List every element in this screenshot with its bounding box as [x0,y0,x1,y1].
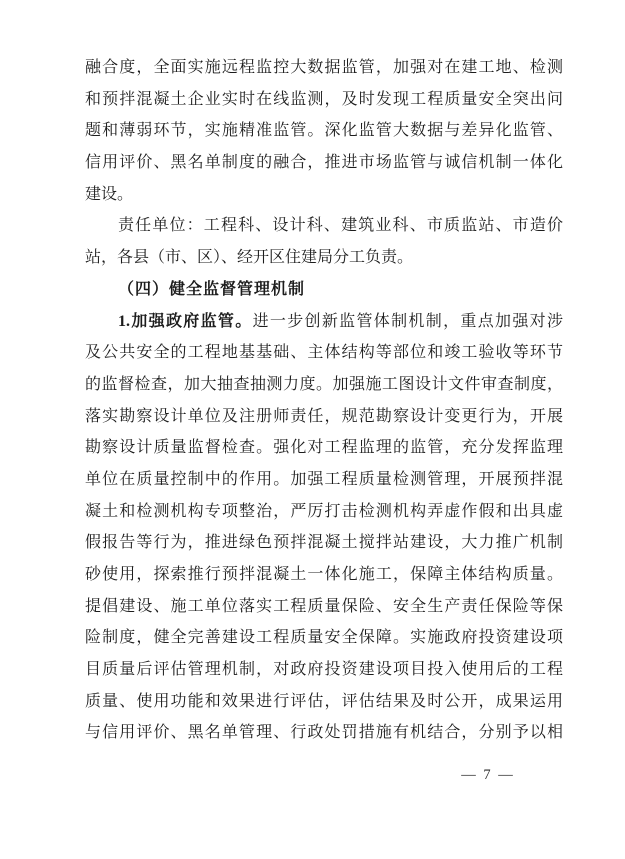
body-text: 与信用评价、黑名单管理、行政处罚措施有机结合，分别予以相 [85,724,563,742]
text-line [85,369,563,401]
body-text: 假报告等行为，推进绿色预拌混凝土搅拌站建设，大力推广机制 [85,534,563,552]
text-line [85,559,563,591]
text-line [85,115,563,147]
text-line [85,527,563,559]
body-text: 落实勘察设计单位及注册师责任，规范勘察设计变更行为，开展 [85,407,563,425]
body-text: 单位在质量控制中的作用。加强工程质量检测管理，开展预拌混 [85,470,563,488]
body-text: 勘察设计质量监督检查。强化对工程监理的监管，充分发挥监理 [85,439,563,457]
text-line [85,496,563,528]
text-line [85,654,563,686]
body-text: 信用评价、黑名单制度的融合，推进市场监管与诚信机制一体化 [85,154,563,172]
text-line [85,52,563,84]
text-line [85,401,563,433]
body-text: 和预拌混凝土企业实时在线监测，及时发现工程质量安全突出问 [85,90,563,108]
body-text: 凝土和检测机构专项整治，严厉打击检测机构弄虚作假和出具虚 [85,502,563,520]
text-line [85,686,563,718]
text-line [85,591,563,623]
body-text: 险制度，健全完善建设工程质量安全保障。实施政府投资建设项 [85,629,563,647]
text-line [85,179,563,211]
body-text: 站，各县（市、区）、经开区住建局分工负责。 [85,249,414,267]
body-text: 责任单位：工程科、设计科、建筑业科、市质监站、市造价 [118,217,563,235]
body-text: 砂使用，探索推行预拌混凝土一体化施工，保障主体结构质量。 [85,566,563,583]
text-line [85,432,563,464]
text-line [85,242,563,274]
text-line [85,274,563,306]
body-text: 提倡建设、施工单位落实工程质量保险、安全生产责任保险等保 [85,597,563,615]
text-line [85,337,563,369]
body-text: 质量、使用功能和效果进行评估，评估结果及时公开，成果运用 [85,692,563,710]
bold-lead-text: 1.加强政府监管。 [118,312,253,330]
text-line [85,84,563,116]
text-line [85,210,563,242]
text-line [85,717,563,749]
body-text: 融合度，全面实施远程监控大数据监管，加强对在建工地、检测 [85,59,563,76]
body-text: 的监督检查，加大抽查抽测力度。加强施工图设计文件审查制度， [85,375,563,393]
text-line [85,464,563,496]
body-text: 题和薄弱环节，实施精准监管。深化监管大数据与差异化监管、 [85,122,563,140]
document-body [85,52,563,749]
text-line [85,306,563,338]
text-line [85,147,563,179]
body-text: 建设。 [85,185,134,203]
body-text: （四）健全监督管理机制 [118,280,306,298]
body-text: 进一步创新监管体制机制，重点加强对涉 [252,312,563,330]
text-line [85,622,563,654]
body-text: 目质量后评估管理机制，对政府投资建设项目投入使用后的工程 [85,661,563,679]
page-number: — 7 — [461,767,515,783]
body-text: 及公共安全的工程地基基础、主体结构等部位和竣工验收等环节 [85,344,563,362]
